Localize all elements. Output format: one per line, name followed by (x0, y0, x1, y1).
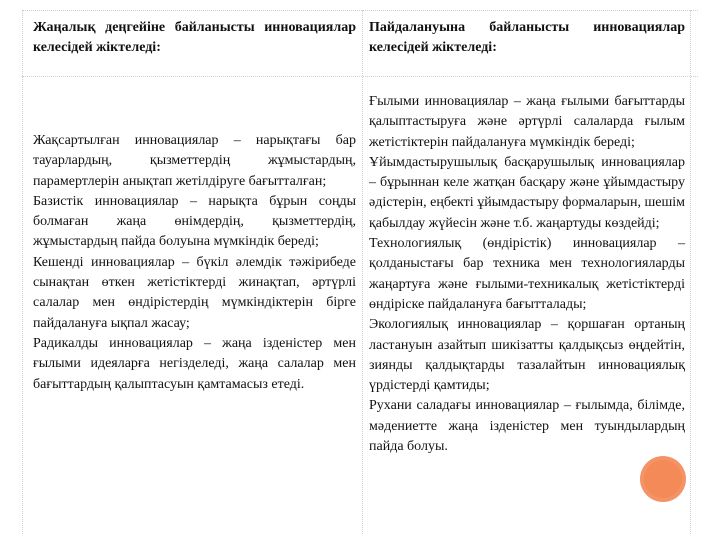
accent-circle-decoration (640, 456, 686, 502)
classification-item: Ұйымдастырушылық басқарушылық инновациялар – бұрыннан келе жатқан басқару және ұйымдастыру әдістерін, еңбекті ұйымдастыру формаларын, шешім қабылдау жүйесін және т.б. жаңартуды көздейді; (369, 154, 685, 231)
table-border-right (690, 10, 691, 534)
classification-item: Технологиялық (өндірістік) инновациялар – қолданыстағы бар техника мен технологияларды жаңартуға және ғылыми-техникалық жетістіктерді өндіріске пайдалануға бағытталады; (369, 236, 685, 312)
header-cell-left: Жаңалық деңгейіне байланысты инновациялар келесідей жіктеледі: (33, 20, 356, 55)
classification-item: Радикалды инновациялар – жаңа ізденістер мен ғылыми идеяларға негізделеді, жаңа салалар мен бағыттардың қалыптасуын қамтамасыз етеді. (33, 335, 356, 392)
header-cell-right: Пайдалануына байланысты инновациялар келесідей жіктеледі: (369, 20, 685, 55)
table-border-top (22, 10, 698, 11)
classification-item: Жақсартылған инновациялар – нарықтағы бар тауарлардың, қызметтердің жұмыстардың, парамертлерін анықтап жетілдіруге бағытталған; (33, 133, 356, 189)
body-cell-left (33, 131, 356, 395)
classification-item: Базистік инновациялар – нарықта бұрын соңды болмаған жаңа өнімдердің, қызметтердің, жұмыстардың пайда болуына мүмкіндік береді; (33, 193, 356, 250)
classification-item: Ғылыми инновациялар – жаңа ғылыми бағыттарды қалыптастыруға және әртүрлі салаларда ғылым жетістіктерін пайдалануға мүмкіндік береді; (369, 94, 685, 150)
classification-item: Экологиялық инновациялар – қоршаған ортаның ластануын азайтып шикізатты қалдықсыз өңдейтін, зиянды қалдықтарды тазалайтын инновациялық үрдістерді қамтиды; (369, 317, 685, 394)
table-header-divider (22, 76, 698, 77)
body-cell-right (369, 92, 685, 457)
classification-item: Рухани саладағы инновациялар – ғылымда, білімде, мәдениетте жаңа ізденістер мен туындылардың пайда болуы. (369, 398, 685, 455)
table-border-left (22, 10, 23, 534)
classification-item: Кешенді инновациялар – бүкіл әлемдік тәжірибеде сынақтан өткен жетістіктерді жинақтап, әртүрлі салалар мен өндірістердің мүмкіндіктерін бірге пайдалануға ықпал жасау; (33, 254, 356, 331)
table-column-divider (362, 10, 363, 534)
